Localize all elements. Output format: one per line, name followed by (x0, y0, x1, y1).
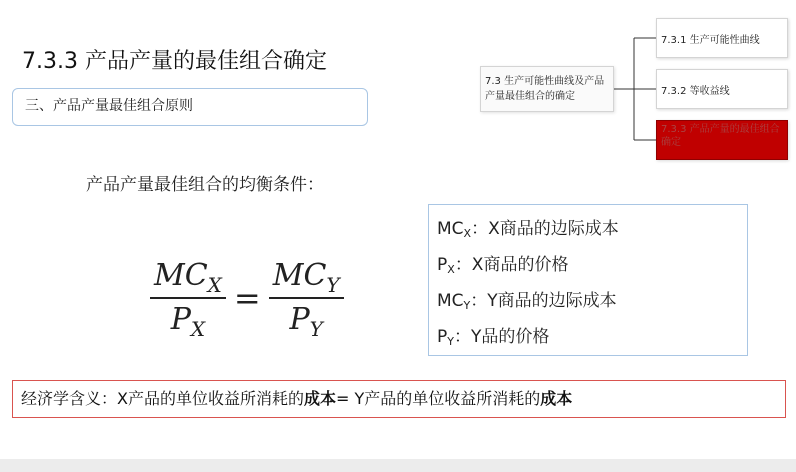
legend-item-mcx: $MC_X$：X商品的边际成本 (437, 219, 619, 240)
right-numerator: $MC_Y$ (269, 257, 344, 299)
bottom-band (0, 459, 796, 472)
slide-title: 7.3.3 产品产量的最佳组合确定 (22, 49, 327, 74)
legend-item-mcy: $MC_Y$：Y商品的边际成本 (437, 291, 617, 312)
nav-root-section[interactable]: 7.3 生产可能性曲线及产品产量最佳组合的确定 (480, 66, 614, 112)
equilibrium-heading: 产品产量最佳组合的均衡条件： (86, 175, 324, 195)
section-subtitle: 三、产品产量最佳组合原则 (12, 88, 368, 126)
nav-item-production-possibility-curve[interactable]: 7.3.1 生产可能性曲线 (656, 18, 788, 58)
equals-sign: = (233, 279, 261, 317)
nav-item-optimal-output-combination[interactable]: 7.3.3 产品产量的最佳组合确定 (656, 120, 788, 160)
left-fraction (150, 257, 226, 339)
symbol-legend (428, 204, 748, 356)
economic-meaning: 经济学含义：X产品的单位收益所消耗的成本= Y产品的单位收益所消耗的成本 (12, 380, 786, 418)
nav-item-iso-revenue-line[interactable]: 7.3.2 等收益线 (656, 69, 788, 109)
left-numerator: $MC_X$ (150, 257, 226, 299)
equilibrium-formula (150, 250, 344, 346)
right-fraction (269, 257, 344, 339)
right-denominator: $P_Y$ (289, 302, 323, 341)
legend-item-px: $P_X$：X商品的价格 (437, 255, 569, 276)
left-denominator: $P_X$ (170, 302, 206, 341)
legend-item-py: $P_Y$：Y品的价格 (437, 327, 550, 348)
